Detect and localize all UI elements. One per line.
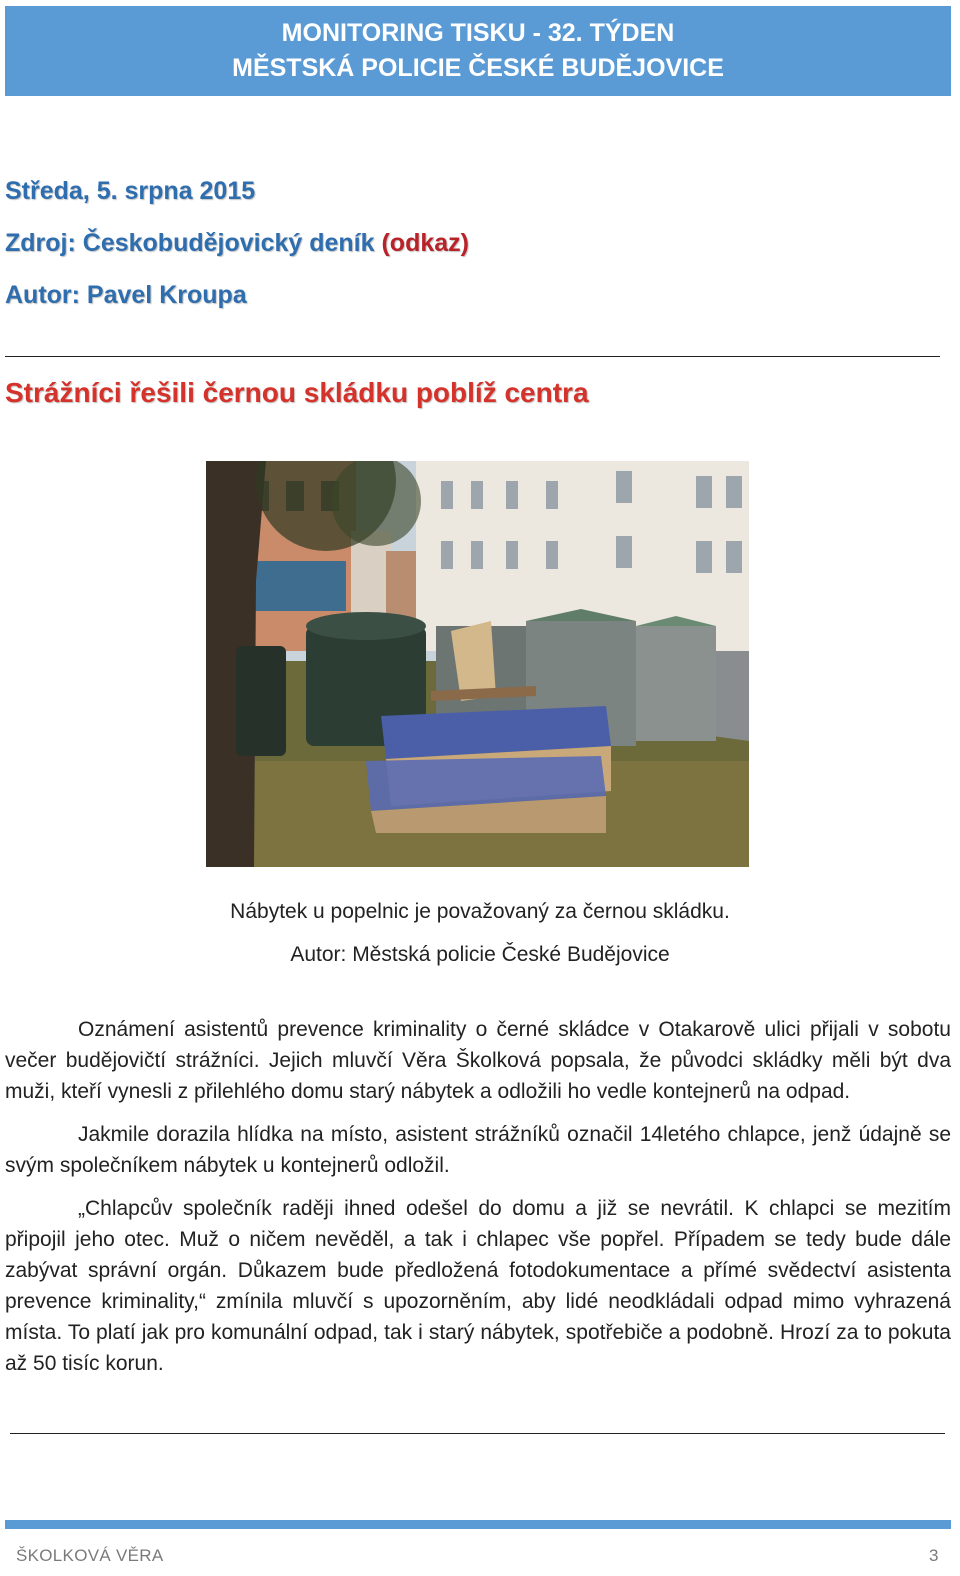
source-label: Zdroj: Českobudějovický deník bbox=[5, 229, 375, 257]
source-link[interactable]: (odkaz) bbox=[381, 229, 469, 257]
paragraph-2: Jakmile dorazila hlídka na místo, asistent strážníků označil 14letého chlapce, jenž údajně se svým společníkem nábytek u kontejnerů odložil. bbox=[5, 1123, 951, 1177]
divider-bottom bbox=[10, 1433, 945, 1434]
footer-bar bbox=[5, 1520, 951, 1529]
header-line-1: MONITORING TISKU - 32. TÝDEN bbox=[281, 19, 675, 47]
article-headline: Strážníci řešili černou skládku poblíž centra bbox=[5, 377, 589, 408]
paragraph-1: Oznámení asistentů prevence kriminality o černé skládce v Otakarově ulici přijali v sobotu večer budějovičtí strážníci. Jejich mluvčí Věra Školková popsala, že původci skládky měli být dva muži, kteří vynesli z přilehlého domu starý nábytek a odložili ho vedle kontejnerů na odpad. bbox=[5, 1018, 951, 1103]
footer-author: ŠKOLKOVÁ VĚRA bbox=[16, 1546, 164, 1565]
photo-credit: Autor: Městská policie České Budějovice bbox=[290, 943, 670, 966]
article-photo bbox=[206, 461, 749, 867]
article-source bbox=[5, 229, 469, 258]
page-number: 3 bbox=[929, 1546, 939, 1565]
paragraph-3: „Chlapcův společník raději ihned odešel do domu a již se nevrátil. K chlapci se mezitím připojil jeho otec. Muž o ničem nevěděl, a tak i chlapec vše popřel. Případem se tedy bude dále zabývat správní orgán. Důkazem bude předložená fotodokumentace a přímé svědectví asistenta prevence kriminality,“ zmínila mluvčí s upozorněním, aby lidé neodkládali odpad mimo vyhrazená místa. To platí jak pro komunální odpad, tak i starý nábytek, spotřebiče a podobně. Hrozí za to pokuta až 50 tisíc korun. bbox=[5, 1197, 951, 1375]
divider-top bbox=[5, 356, 940, 357]
header-banner bbox=[5, 6, 951, 96]
article-date: Středa, 5. srpna 2015 bbox=[5, 177, 256, 205]
header-line-2: MĚSTSKÁ POLICIE ČESKÉ BUDĚJOVICE bbox=[232, 54, 724, 82]
photo-caption: Nábytek u popelnic je považovaný za černou skládku. bbox=[230, 900, 730, 923]
article-body bbox=[5, 1014, 951, 1379]
article-author: Autor: Pavel Kroupa bbox=[5, 281, 247, 309]
